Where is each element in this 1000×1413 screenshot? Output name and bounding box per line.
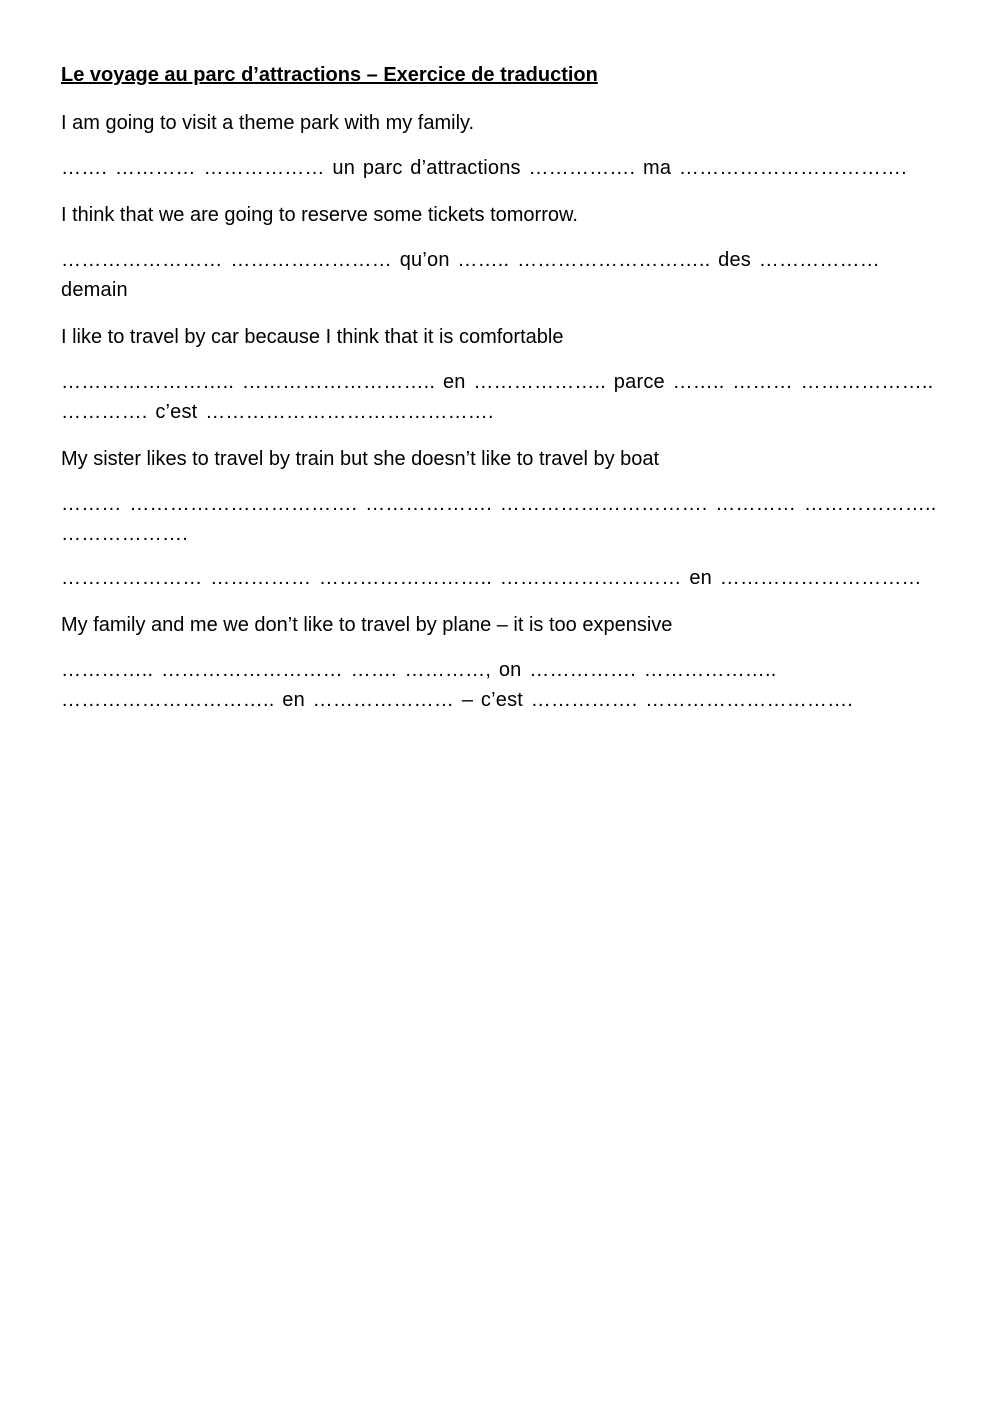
worksheet-page bbox=[61, 60, 951, 732]
answer-line-1: ……. ………… ……………… un parc d’attractions ……………. ma ……………………………. bbox=[61, 157, 907, 179]
answer-line-4a: ……… ……………………………. ………………. …………………………. ………… ……………….. ………………. bbox=[61, 493, 937, 545]
english-sentence-2: I think that we are going to reserve some tickets tomorrow. bbox=[61, 204, 578, 226]
english-sentence-5: My family and me we don’t like to travel by plane – it is too expensive bbox=[61, 614, 673, 636]
answer-line-4b: ………………… …………… …………………….. ……………………… en ………………………… bbox=[61, 567, 922, 589]
answer-line-5: ………….. ……………………… ……. …………, on ……………. ……………….. ………………………….. en ………………… – c’est ……………. …………………………. bbox=[61, 659, 854, 711]
answer-line-2: …………………… …………………… qu’on …….. ……………………….. des ……………… demain bbox=[61, 249, 880, 301]
english-sentence-4: My sister likes to travel by train but she doesn’t like to travel by boat bbox=[61, 448, 660, 470]
answer-line-3: …………………….. ……………………….. en ……………….. parce …….. ……… ……………….. …………. c’est ……………………………………. bbox=[61, 371, 934, 423]
english-sentence-1: I am going to visit a theme park with my family. bbox=[61, 112, 475, 134]
english-sentence-3: I like to travel by car because I think that it is comfortable bbox=[61, 326, 564, 348]
worksheet-title: Le voyage au parc d’attractions – Exercice de traduction bbox=[61, 64, 598, 86]
